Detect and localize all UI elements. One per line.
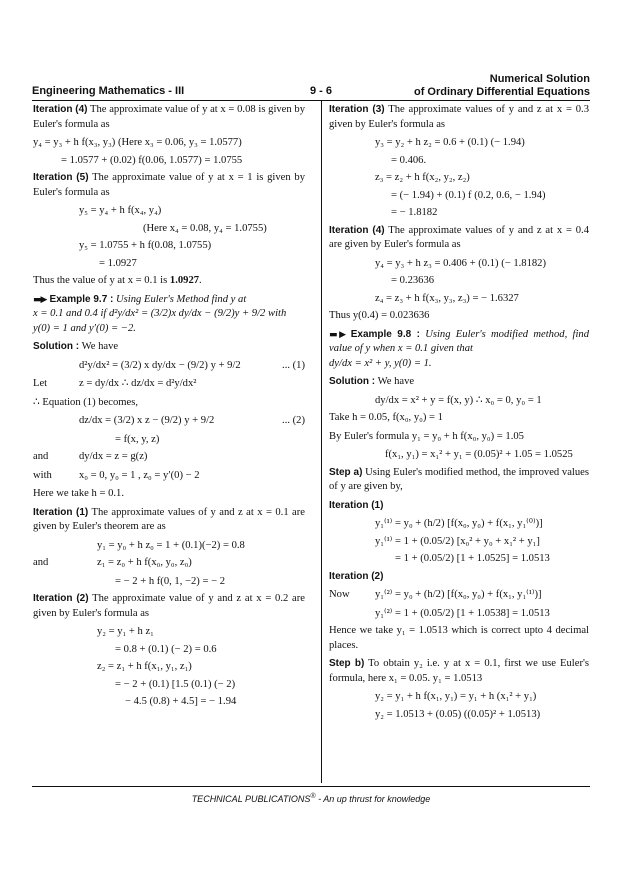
arrow-icon: ▬▶ xyxy=(33,294,47,305)
right-solution-line xyxy=(329,375,589,390)
left-iteration-2-text: The approximate value of y and z at x = 0.2 are given by Euler's formula as xyxy=(33,593,305,619)
left-iteration-2-eq3: z₂ = z₁ + h f(x₁, y₁, z₁) xyxy=(97,661,192,672)
equation-1-number: ... (1) xyxy=(282,359,305,371)
left-iteration-2-eq2: = 0.8 + (0.1) (− 2) = 0.6 xyxy=(115,643,217,655)
example-9-7-text1: Using Euler's Method find y at xyxy=(113,293,247,305)
right-iteration-3-paragraph xyxy=(329,103,589,132)
iteration-4-eq1: y₄ = y₃ + h f(x₃, y₃) (Here x₃ = 0.06, y₃ = 1.0577) xyxy=(33,137,242,148)
example-9-8-text2: dy/dx = x² + y, y(0) = 1. xyxy=(329,357,432,369)
header-page-number: 9 - 6 xyxy=(310,85,333,97)
right-iteration-3-text: The approximate values of y and z at x = 0.3 given by Euler's formula as xyxy=(329,104,590,130)
iteration-5-eq3: y₅ = 1.0755 + h f(0.08, 1.0755) xyxy=(79,240,212,251)
right-iteration-1-eq2: y₁⁽¹⁾ = 1 + (0.05/2) [x₀² + y₀ + x₁² + y₁] xyxy=(375,535,540,547)
equation-1-row xyxy=(33,359,305,374)
iteration-4-paragraph xyxy=(33,103,305,132)
step-b-paragraph xyxy=(329,657,589,686)
with-row xyxy=(33,469,305,484)
step-a-label: Step a) xyxy=(329,466,363,478)
with-equation: x₀ = 0, y₀ = 1 , z₀ = y′(0) − 2 xyxy=(79,469,200,481)
left-iteration-2-eq5: − 4.5 (0.8) + 4.5] = − 1.94 xyxy=(125,696,237,707)
header-book-title: Engineering Mathematics - III xyxy=(32,85,185,97)
let-label: Let xyxy=(33,378,48,389)
left-column xyxy=(33,103,305,713)
step-a-text: Using Euler's modified method, the improved values of y are given by, xyxy=(329,466,590,492)
left-iteration-2-eq1: y₂ = y₁ + h z₁ xyxy=(97,626,154,637)
equation-1: d²y/dx² = (3/2) x dy/dx − (9/2) y + 9/2 xyxy=(79,359,241,371)
right-iteration-2-now-row xyxy=(329,588,589,603)
right-iteration-2-now: Now xyxy=(329,589,350,600)
equation-2-number: ... (2) xyxy=(282,415,305,426)
step-b-eq1: y₂ = y₁ + h f(x₁, y₁) = y₁ + h (x₁² + y₁) xyxy=(375,691,537,702)
footer-tagline: - An up thrust for knowledge xyxy=(315,794,431,804)
iteration-5-eq4: = 1.0927 xyxy=(99,257,137,269)
right-take-h: Take h = 0.05, f(x₀, y₀) = 1 xyxy=(329,412,443,423)
thus-value: 1.0927 xyxy=(169,275,200,286)
equation-2: dz/dx = (3/2) x z − (9/2) y + 9/2 xyxy=(79,415,215,426)
thus-result xyxy=(33,274,305,289)
right-iteration-1-eq1: y₁⁽¹⁾ = y₀ + (h/2) [f(x₀, y₀) + f(x₁, y₁⁽⁰⁾)] xyxy=(375,518,543,529)
page-header xyxy=(32,66,590,101)
iteration-5-paragraph xyxy=(33,171,305,200)
example-9-7-heading: Example 9.7 : xyxy=(49,293,114,305)
left-iteration-1-and-row xyxy=(33,556,305,571)
iteration-5-label: Iteration (5) xyxy=(33,172,89,183)
step-a-paragraph xyxy=(329,466,589,495)
and-label: and xyxy=(33,451,49,462)
euler-formula-1: By Euler's formula y₁ = y₀ + h f(x₀, y₀) = 1.05 xyxy=(329,430,524,442)
right-iteration-2-eq1: y₁⁽²⁾ = y₀ + (h/2) [f(x₀, y₀) + f(x₁, y₁⁽¹⁾)] xyxy=(375,589,542,600)
left-iteration-1-paragraph xyxy=(33,506,305,535)
step-b-eq2: y₂ = 1.0513 + (0.05) ((0.05)² + 1.0513) xyxy=(375,708,541,720)
and-equation: dy/dx = z = g(z) xyxy=(79,451,148,462)
iteration-5-text: The approximate value of y at x = 1 is given by Euler's formula as xyxy=(33,172,305,198)
left-iteration-1-and: and xyxy=(33,557,49,568)
iteration-5-eq1: y₅ = y₄ + h f(x₄, y₄) xyxy=(79,205,162,216)
right-iteration-2-heading xyxy=(329,570,589,585)
step-b-text: To obtain y₂ i.e. y at x = 0.1, first we use Euler's formula, here x₁ = 0.05. y₁ = 1.0513 xyxy=(329,658,590,684)
example-9-8 xyxy=(329,328,589,372)
right-thus: Thus y(0.4) = 0.023636 xyxy=(329,310,430,321)
right-iteration-4-eq1: y₄ = y₃ + h z₃ = 0.406 + (0.1) (− 1.8182) xyxy=(375,257,547,269)
right-iteration-4-paragraph xyxy=(329,224,589,253)
right-iteration-1-label: Iteration (1) xyxy=(329,499,384,511)
right-iteration-3-eq3: z₃ = z₂ + h f(x₂, y₂, z₂) xyxy=(375,172,470,183)
right-solution-eq: dy/dx = x² + y = f(x, y) ∴ x₀ = 0, y₀ = 1 xyxy=(375,394,542,406)
let-equation: z = dy/dx ∴ dz/dx = d²y/dx² xyxy=(79,378,197,389)
iteration-4-eq2: = 1.0577 + (0.02) f(0.06, 1.0577) = 1.0755 xyxy=(61,154,243,166)
left-iteration-1-eq3: = − 2 + h f(0, 1, −2) = − 2 xyxy=(115,575,225,587)
right-iteration-1-heading xyxy=(329,499,589,514)
left-iteration-2-label: Iteration (2) xyxy=(33,593,89,604)
example-9-7 xyxy=(33,293,305,337)
equation-becomes: ∴ Equation (1) becomes, xyxy=(33,396,138,408)
and-row xyxy=(33,450,305,465)
iteration-4-text: The approximate value of y at x = 0.08 is given by Euler's formula as xyxy=(33,104,305,130)
hence-line: Hence we take y₁ = 1.0513 which is correct upto 4 decimal places. xyxy=(329,625,589,651)
thus-period: . xyxy=(199,275,202,286)
right-iteration-3-eq2: = 0.406. xyxy=(391,154,427,166)
column-divider xyxy=(321,100,322,783)
with-label: with xyxy=(33,469,52,481)
left-iteration-1-label: Iteration (1) xyxy=(33,506,89,518)
left-iteration-2-eq4: = − 2 + (0.1) [1.5 (0.1) (− 2) xyxy=(115,678,236,690)
iteration-5-eq2: (Here x₄ = 0.08, y₄ = 1.0755) xyxy=(143,222,267,234)
right-column xyxy=(329,103,589,725)
take-h: Here we take h = 0.1. xyxy=(33,488,124,499)
right-iteration-3-eq5: = − 1.8182 xyxy=(391,207,438,218)
iteration-4-label: Iteration (4) xyxy=(33,104,88,115)
example-9-7-text3: y(0) = 1 and y′(0) = −2. xyxy=(33,322,136,334)
registered-mark: ® xyxy=(310,793,316,800)
left-iteration-1-eq2: z₁ = z₀ + h f(x₀, y₀, z₀) xyxy=(97,557,192,568)
right-solution-text: We have xyxy=(375,376,415,387)
footer-brand: TECHNICAL PUBLICATIONS xyxy=(191,794,311,804)
right-iteration-4-text: The approximate values of y and z at x = 0.4 are given by Euler's formula as xyxy=(329,224,590,250)
right-solution-label: Solution : xyxy=(329,376,376,387)
right-iteration-3-eq4: = (− 1.94) + (0.1) f (0.2, 0.6, − 1.94) xyxy=(391,189,546,201)
solution-line xyxy=(33,340,305,355)
right-iteration-2-eq2: y₁⁽²⁾ = 1 + (0.05/2) [1 + 1.0538] = 1.0513 xyxy=(375,607,550,619)
right-iteration-3-eq1: y₃ = y₂ + h z₂ = 0.6 + (0.1) (− 1.94) xyxy=(375,137,525,148)
right-iteration-3-label: Iteration (3) xyxy=(329,104,385,115)
let-row xyxy=(33,377,305,392)
left-iteration-1-eq1: y₁ = y₀ + h z₀ = 1 + (0.1)(−2) = 0.8 xyxy=(97,539,245,551)
solution-text: We have xyxy=(79,341,119,352)
header-chapter-title xyxy=(414,73,590,99)
right-iteration-4-eq3: z₄ = z₃ + h f(x₃, y₃, z₃) = − 1.6327 xyxy=(375,292,519,304)
header-chapter-line2: of Ordinary Differential Equations xyxy=(413,86,590,98)
arrow-icon: ▬▶ xyxy=(329,329,348,340)
right-iteration-4-eq2: = 0.23636 xyxy=(391,275,435,286)
right-iteration-4-label: Iteration (4) xyxy=(329,224,385,236)
left-iteration-1-text: The approximate values of y and z at x = 0.1 are given by Euler's theorem are as xyxy=(33,506,305,532)
euler-formula-2: f(x₁, y₁) = x₁² + y₁ = (0.05)² + 1.05 = 1.0525 xyxy=(385,449,573,460)
right-iteration-1-eq3: = 1 + (0.05/2) [1 + 1.0525] = 1.0513 xyxy=(395,553,550,564)
example-9-8-text1: Using Euler's modified method, find value of y when x = 0.1 given that xyxy=(329,328,589,354)
equation-2b: = f(x, y, z) xyxy=(115,433,160,445)
page-footer xyxy=(32,786,590,804)
example-9-7-text2: x = 0.1 and 0.4 if d²y/dx² = (3/2)x dy/dx − (9/2)y + 9/2 with xyxy=(33,308,287,319)
example-9-8-heading: Example 9.8 : xyxy=(350,328,420,340)
right-iteration-2-label: Iteration (2) xyxy=(329,570,384,582)
header-chapter-line1: Numerical Solution xyxy=(489,73,590,85)
equation-2-row xyxy=(33,414,305,429)
left-iteration-2-paragraph xyxy=(33,592,305,621)
solution-label: Solution : xyxy=(33,341,80,352)
thus-text: Thus the value of y at x = 0.1 is xyxy=(33,275,170,286)
step-b-label: Step b) xyxy=(329,658,365,669)
